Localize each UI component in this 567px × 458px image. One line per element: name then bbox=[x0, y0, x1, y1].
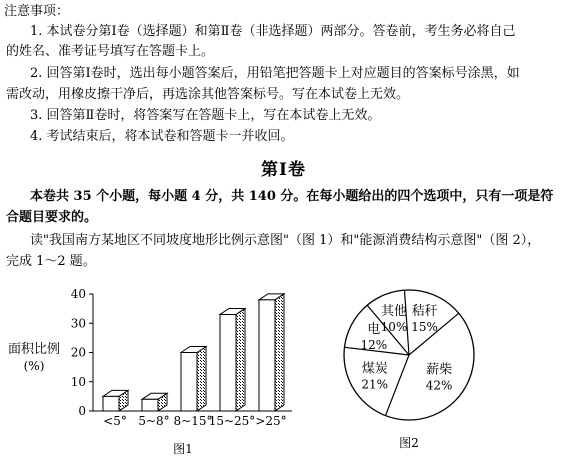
y-axis-label: 面积比例 bbox=[7, 342, 61, 357]
x-category-label: >25° bbox=[255, 414, 287, 428]
notice-line-6: 4. 考试结束后，将本试卷和答题卡一并收回。 bbox=[30, 129, 294, 144]
notice-line-4: 需改动，用橡皮擦干净后，再选涂其他答案标号。写在本试卷上无效。 bbox=[6, 87, 410, 102]
bar bbox=[142, 393, 167, 411]
y-axis-unit: (%) bbox=[23, 359, 45, 373]
pie-slice-label: 煤炭 bbox=[361, 361, 388, 377]
pie-slice-label: 电 bbox=[367, 321, 381, 337]
pie-slice-label: 其他 bbox=[381, 303, 408, 319]
instruction-line-2: 合题目要求的。 bbox=[6, 210, 98, 225]
pie-slice-label: 薪柴 bbox=[426, 362, 453, 378]
bar bbox=[103, 390, 128, 411]
y-tick-label: 30 bbox=[70, 316, 86, 331]
figure-1-caption: 图1 bbox=[173, 442, 193, 456]
bar bbox=[259, 294, 284, 411]
pie-slice-percent: 42% bbox=[425, 378, 453, 393]
y-tick-label: 20 bbox=[70, 345, 86, 360]
pie-slice-percent: 15% bbox=[411, 320, 438, 335]
pie-slice-percent: 10% bbox=[380, 319, 408, 334]
pie-slice-label: 秸秆 bbox=[411, 304, 438, 320]
y-tick-label: 10 bbox=[70, 374, 86, 389]
instruction-line-1: 本卷共 35 个小题，每小题 4 分，共 140 分。在每小题给出的四个选项中，只有一项是符 bbox=[30, 189, 554, 204]
notice-line-5: 3. 回答第Ⅱ卷时，将答案写在答题卡上，写在本试卷上无效。 bbox=[30, 108, 381, 123]
notice-line-1: 1. 本试卷分第Ⅰ卷（选择题）和第Ⅱ卷（非选择题）两部分。答卷前，考生务必将自己 bbox=[30, 24, 516, 39]
x-category-label: 15~25° bbox=[208, 414, 256, 428]
pie-slice-percent: 12% bbox=[360, 337, 388, 352]
notice-line-2: 的姓名、准考证号填写在答题卡上。 bbox=[6, 44, 215, 59]
figure-2-pie-chart bbox=[330, 280, 567, 458]
notice-line-3: 2. 回答第Ⅰ卷时，选出每小题答案后，用铅笔把答题卡上对应题目的答案标号涂黑，如 bbox=[30, 66, 520, 81]
x-category-label: 5~8° bbox=[138, 414, 170, 428]
x-category-label: 8~15° bbox=[173, 414, 213, 428]
section-title: 第Ⅰ卷 bbox=[261, 160, 306, 180]
bar bbox=[220, 308, 245, 411]
pie-slice-percent: 21% bbox=[361, 377, 389, 392]
figure-1-bar-chart bbox=[0, 280, 310, 458]
y-tick-label: 40 bbox=[70, 287, 86, 301]
figure-2-caption: 图2 bbox=[399, 436, 419, 450]
bar bbox=[181, 347, 206, 412]
question-line-2: 完成 1～2 题。 bbox=[6, 254, 96, 269]
x-category-label: <5° bbox=[103, 414, 127, 428]
notice-heading: 注意事项： bbox=[4, 4, 70, 19]
y-tick-label: 0 bbox=[78, 404, 86, 418]
question-line-1: 读"我国南方某地区不同坡度地形比例示意图"（图 1）和"能源消费结构示意图"（图 2）， bbox=[30, 233, 541, 248]
